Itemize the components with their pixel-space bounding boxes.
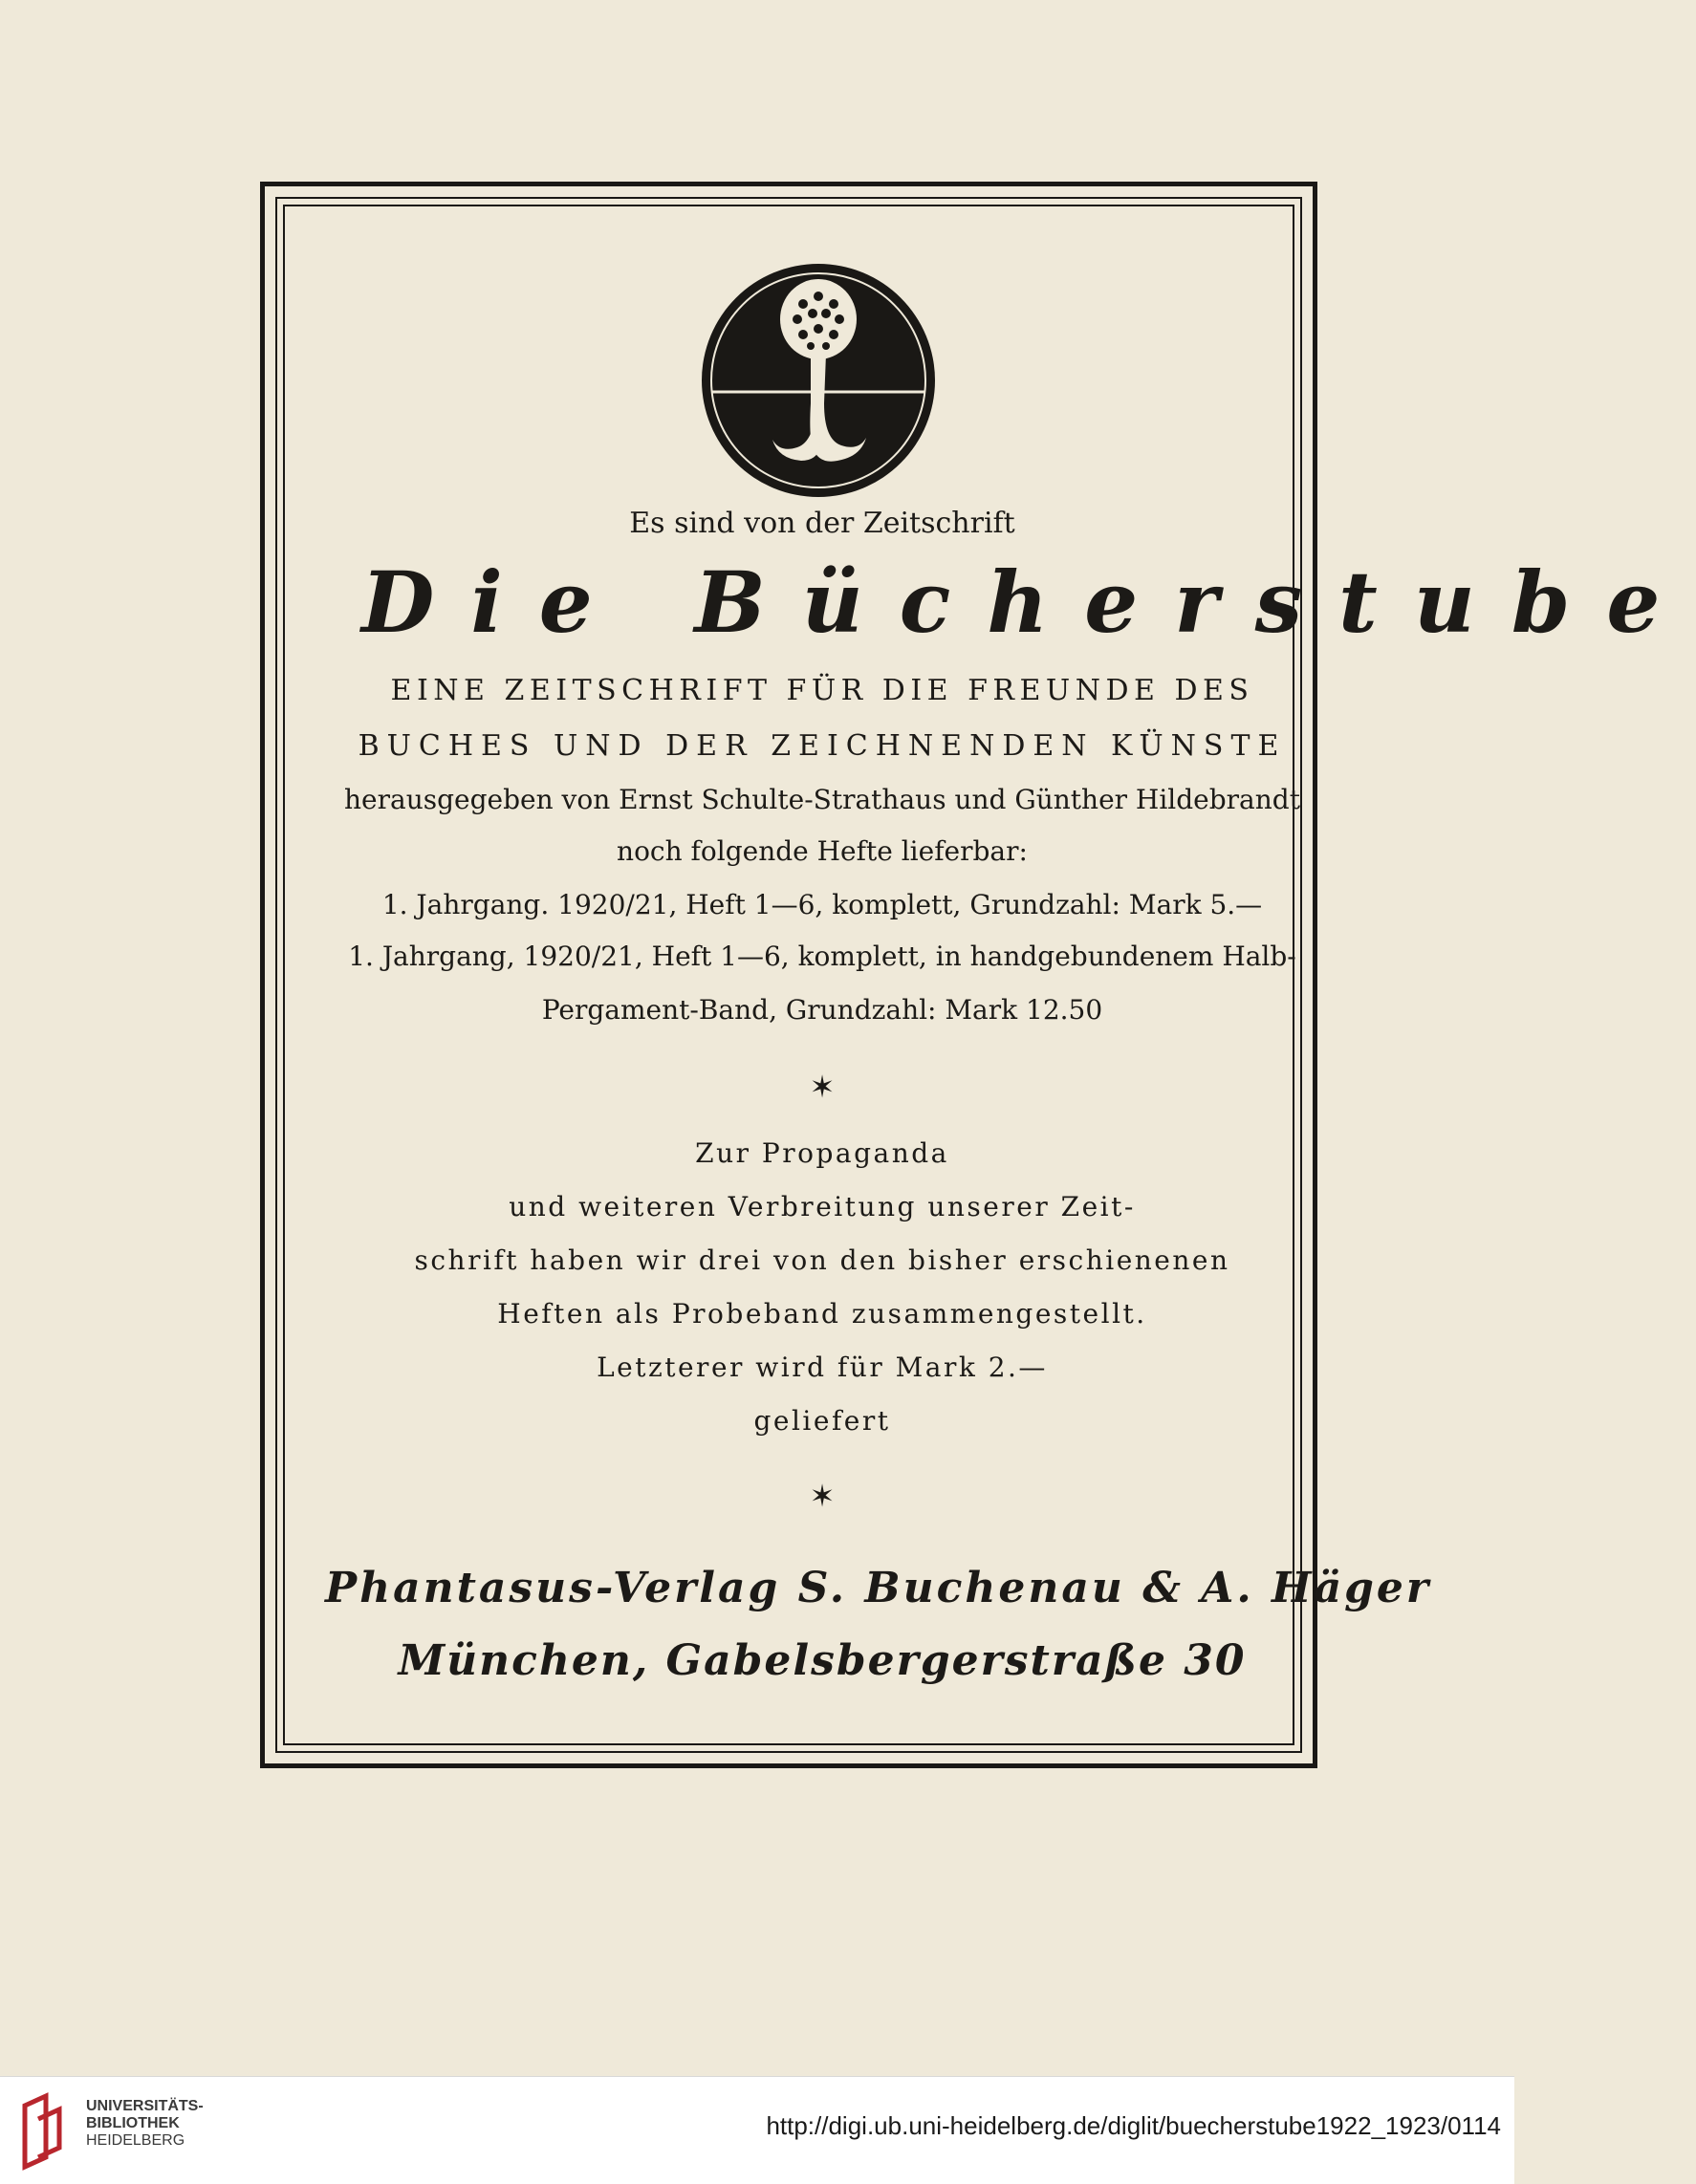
star-separator-icon: ✶ [809, 1478, 836, 1514]
promo-line-6: geliefert [753, 1405, 891, 1437]
star-separator-icon: ✶ [809, 1069, 836, 1105]
promo-line-2: und weiteren Verbreitung unserer Zeit- [509, 1191, 1136, 1222]
library-name-line-3: HEIDELBERG [86, 2132, 185, 2149]
library-name-line-1: UNIVERSITÄTS- [86, 2098, 204, 2114]
subtitle-line-1: EINE ZEITSCHRIFT FÜR DIE FREUNDE DES [390, 674, 1254, 707]
publisher-address: München, Gabelsbergerstraße 30 [398, 1636, 1247, 1685]
intro-text: Es sind von der Zeitschrift [629, 507, 1015, 540]
library-name-line-2: BIBLIOTHEK [86, 2115, 180, 2131]
library-logo-icon[interactable] [17, 2087, 86, 2174]
promo-line-5: Letzterer wird für Mark 2.— [597, 1351, 1048, 1383]
offer-item-2-line-2: Pergament-Band, Grundzahl: Mark 12.50 [541, 994, 1103, 1026]
promo-line-1: Zur Propaganda [695, 1137, 949, 1169]
subtitle-line-2: BUCHES UND DER ZEICHNENDEN KÜNSTE [358, 729, 1287, 763]
offer-item-2-line-1: 1. Jahrgang, 1920/21, Heft 1—6, komplett, in handgebundenem Halb- [348, 941, 1296, 972]
magazine-title: Die Bücherstube [361, 552, 1696, 652]
publisher-name: Phantasus-Verlag S. Buchenau & A. Häger [325, 1564, 1432, 1612]
available-text: noch folgende Hefte lieferbar: [617, 835, 1028, 867]
promo-line-4: Heften als Probeband zusammengestellt. [497, 1298, 1147, 1330]
viewer-footer [0, 2076, 1514, 2184]
promo-line-3: schrift haben wir drei von den bisher erschienenen [414, 1244, 1230, 1276]
library-name [86, 2098, 204, 2150]
editors-text: herausgegeben von Ernst Schulte-Strathaus und Günther Hildebrandt [344, 784, 1300, 815]
offer-item-1: 1. Jahrgang. 1920/21, Heft 1—6, komplett, Grundzahl: Mark 5.— [381, 889, 1263, 920]
tree-emblem-icon [698, 260, 939, 501]
permalink-url[interactable]: http://digi.ub.uni-heidelberg.de/diglit/buecherstube1922_1923/0114 [766, 2111, 1501, 2140]
